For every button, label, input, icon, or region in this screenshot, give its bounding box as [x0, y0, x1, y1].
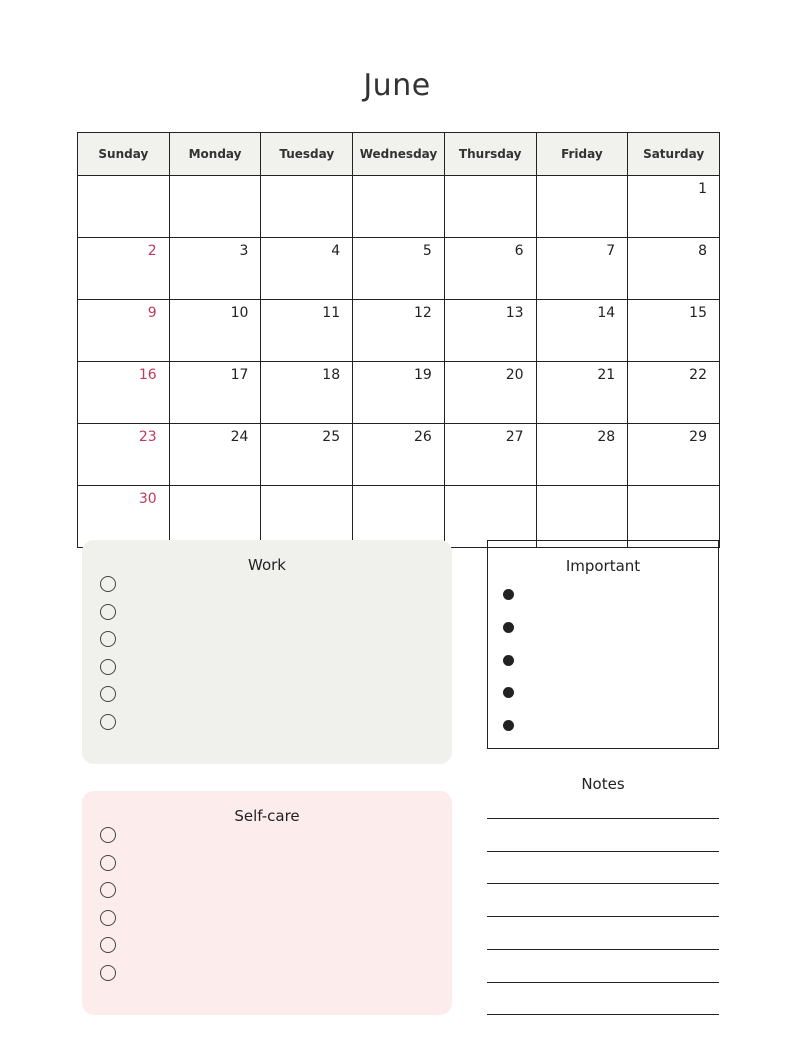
bullet-icon — [503, 589, 514, 600]
notes-line[interactable] — [487, 949, 719, 950]
calendar-day-cell[interactable]: 27 — [444, 424, 536, 486]
work-checklist — [82, 540, 452, 764]
calendar-day-cell[interactable]: 13 — [444, 300, 536, 362]
notes-line[interactable] — [487, 851, 719, 852]
selfcare-checkbox[interactable] — [100, 882, 116, 898]
calendar-day-cell[interactable]: 5 — [353, 238, 445, 300]
calendar-day-cell[interactable]: 4 — [261, 238, 353, 300]
month-calendar — [77, 132, 720, 548]
notes-title: Notes — [581, 775, 625, 793]
calendar-empty-cell[interactable] — [536, 486, 628, 548]
calendar-day-cell[interactable]: 21 — [536, 362, 628, 424]
calendar-day-cell[interactable]: 1 — [628, 176, 720, 238]
calendar-week-row — [78, 424, 720, 486]
calendar-empty-cell[interactable] — [628, 486, 720, 548]
work-checkbox[interactable] — [100, 686, 116, 702]
selfcare-checkbox[interactable] — [100, 937, 116, 953]
weekday-header: Thursday — [444, 133, 536, 176]
weekday-header-row — [78, 133, 720, 176]
calendar-day-cell[interactable]: 22 — [628, 362, 720, 424]
calendar-day-cell[interactable]: 25 — [261, 424, 353, 486]
calendar-empty-cell[interactable] — [78, 176, 170, 238]
calendar-day-cell[interactable]: 8 — [628, 238, 720, 300]
calendar-day-cell[interactable]: 6 — [444, 238, 536, 300]
calendar-empty-cell[interactable] — [444, 176, 536, 238]
notes-line[interactable] — [487, 1014, 719, 1015]
calendar-week-row — [78, 362, 720, 424]
calendar-day-cell[interactable]: 15 — [628, 300, 720, 362]
selfcare-title: Self-care — [234, 807, 300, 825]
calendar-day-cell[interactable]: 7 — [536, 238, 628, 300]
work-checkbox[interactable] — [100, 631, 116, 647]
bullet-icon — [503, 687, 514, 698]
notes-line[interactable] — [487, 916, 719, 917]
calendar-week-row — [78, 486, 720, 548]
calendar-day-cell[interactable]: 20 — [444, 362, 536, 424]
calendar-empty-cell[interactable] — [169, 176, 261, 238]
calendar-day-cell[interactable]: 30 — [78, 486, 170, 548]
weekday-header: Friday — [536, 133, 628, 176]
weekday-header: Tuesday — [261, 133, 353, 176]
calendar-day-cell[interactable]: 24 — [169, 424, 261, 486]
calendar-day-cell[interactable]: 19 — [353, 362, 445, 424]
bullet-icon — [503, 720, 514, 731]
work-checkbox[interactable] — [100, 714, 116, 730]
important-box — [487, 540, 719, 749]
selfcare-checklist — [82, 791, 452, 1015]
notes-line[interactable] — [487, 818, 719, 819]
calendar-empty-cell[interactable] — [444, 486, 536, 548]
selfcare-checkbox[interactable] — [100, 965, 116, 981]
calendar-day-cell[interactable]: 28 — [536, 424, 628, 486]
calendar-day-cell[interactable]: 16 — [78, 362, 170, 424]
calendar-day-cell[interactable]: 3 — [169, 238, 261, 300]
calendar-empty-cell[interactable] — [261, 176, 353, 238]
bullet-icon — [503, 622, 514, 633]
calendar-empty-cell[interactable] — [353, 176, 445, 238]
calendar-day-cell[interactable]: 9 — [78, 300, 170, 362]
calendar-day-cell[interactable]: 29 — [628, 424, 720, 486]
calendar-day-cell[interactable]: 12 — [353, 300, 445, 362]
weekday-header: Sunday — [78, 133, 170, 176]
calendar-week-row — [78, 238, 720, 300]
work-checkbox[interactable] — [100, 576, 116, 592]
calendar-day-cell[interactable]: 23 — [78, 424, 170, 486]
calendar-day-cell[interactable]: 10 — [169, 300, 261, 362]
month-title: June — [363, 68, 431, 103]
calendar-day-cell[interactable]: 26 — [353, 424, 445, 486]
calendar-day-cell[interactable]: 18 — [261, 362, 353, 424]
calendar-week-row — [78, 300, 720, 362]
calendar-empty-cell[interactable] — [536, 176, 628, 238]
important-title: Important — [565, 557, 641, 575]
selfcare-checkbox[interactable] — [100, 827, 116, 843]
work-checkbox[interactable] — [100, 659, 116, 675]
calendar-day-cell[interactable]: 17 — [169, 362, 261, 424]
weekday-header: Monday — [169, 133, 261, 176]
calendar-empty-cell[interactable] — [169, 486, 261, 548]
selfcare-checkbox[interactable] — [100, 855, 116, 871]
work-title: Work — [248, 556, 286, 574]
calendar-day-cell[interactable]: 2 — [78, 238, 170, 300]
selfcare-checkbox[interactable] — [100, 910, 116, 926]
calendar-day-cell[interactable]: 11 — [261, 300, 353, 362]
notes-line[interactable] — [487, 982, 719, 983]
calendar-day-cell[interactable]: 14 — [536, 300, 628, 362]
weekday-header: Wednesday — [353, 133, 445, 176]
calendar-empty-cell[interactable] — [353, 486, 445, 548]
bullet-icon — [503, 655, 514, 666]
calendar-week-row — [78, 176, 720, 238]
work-checkbox[interactable] — [100, 604, 116, 620]
notes-line[interactable] — [487, 883, 719, 884]
weekday-header: Saturday — [628, 133, 720, 176]
calendar-empty-cell[interactable] — [261, 486, 353, 548]
